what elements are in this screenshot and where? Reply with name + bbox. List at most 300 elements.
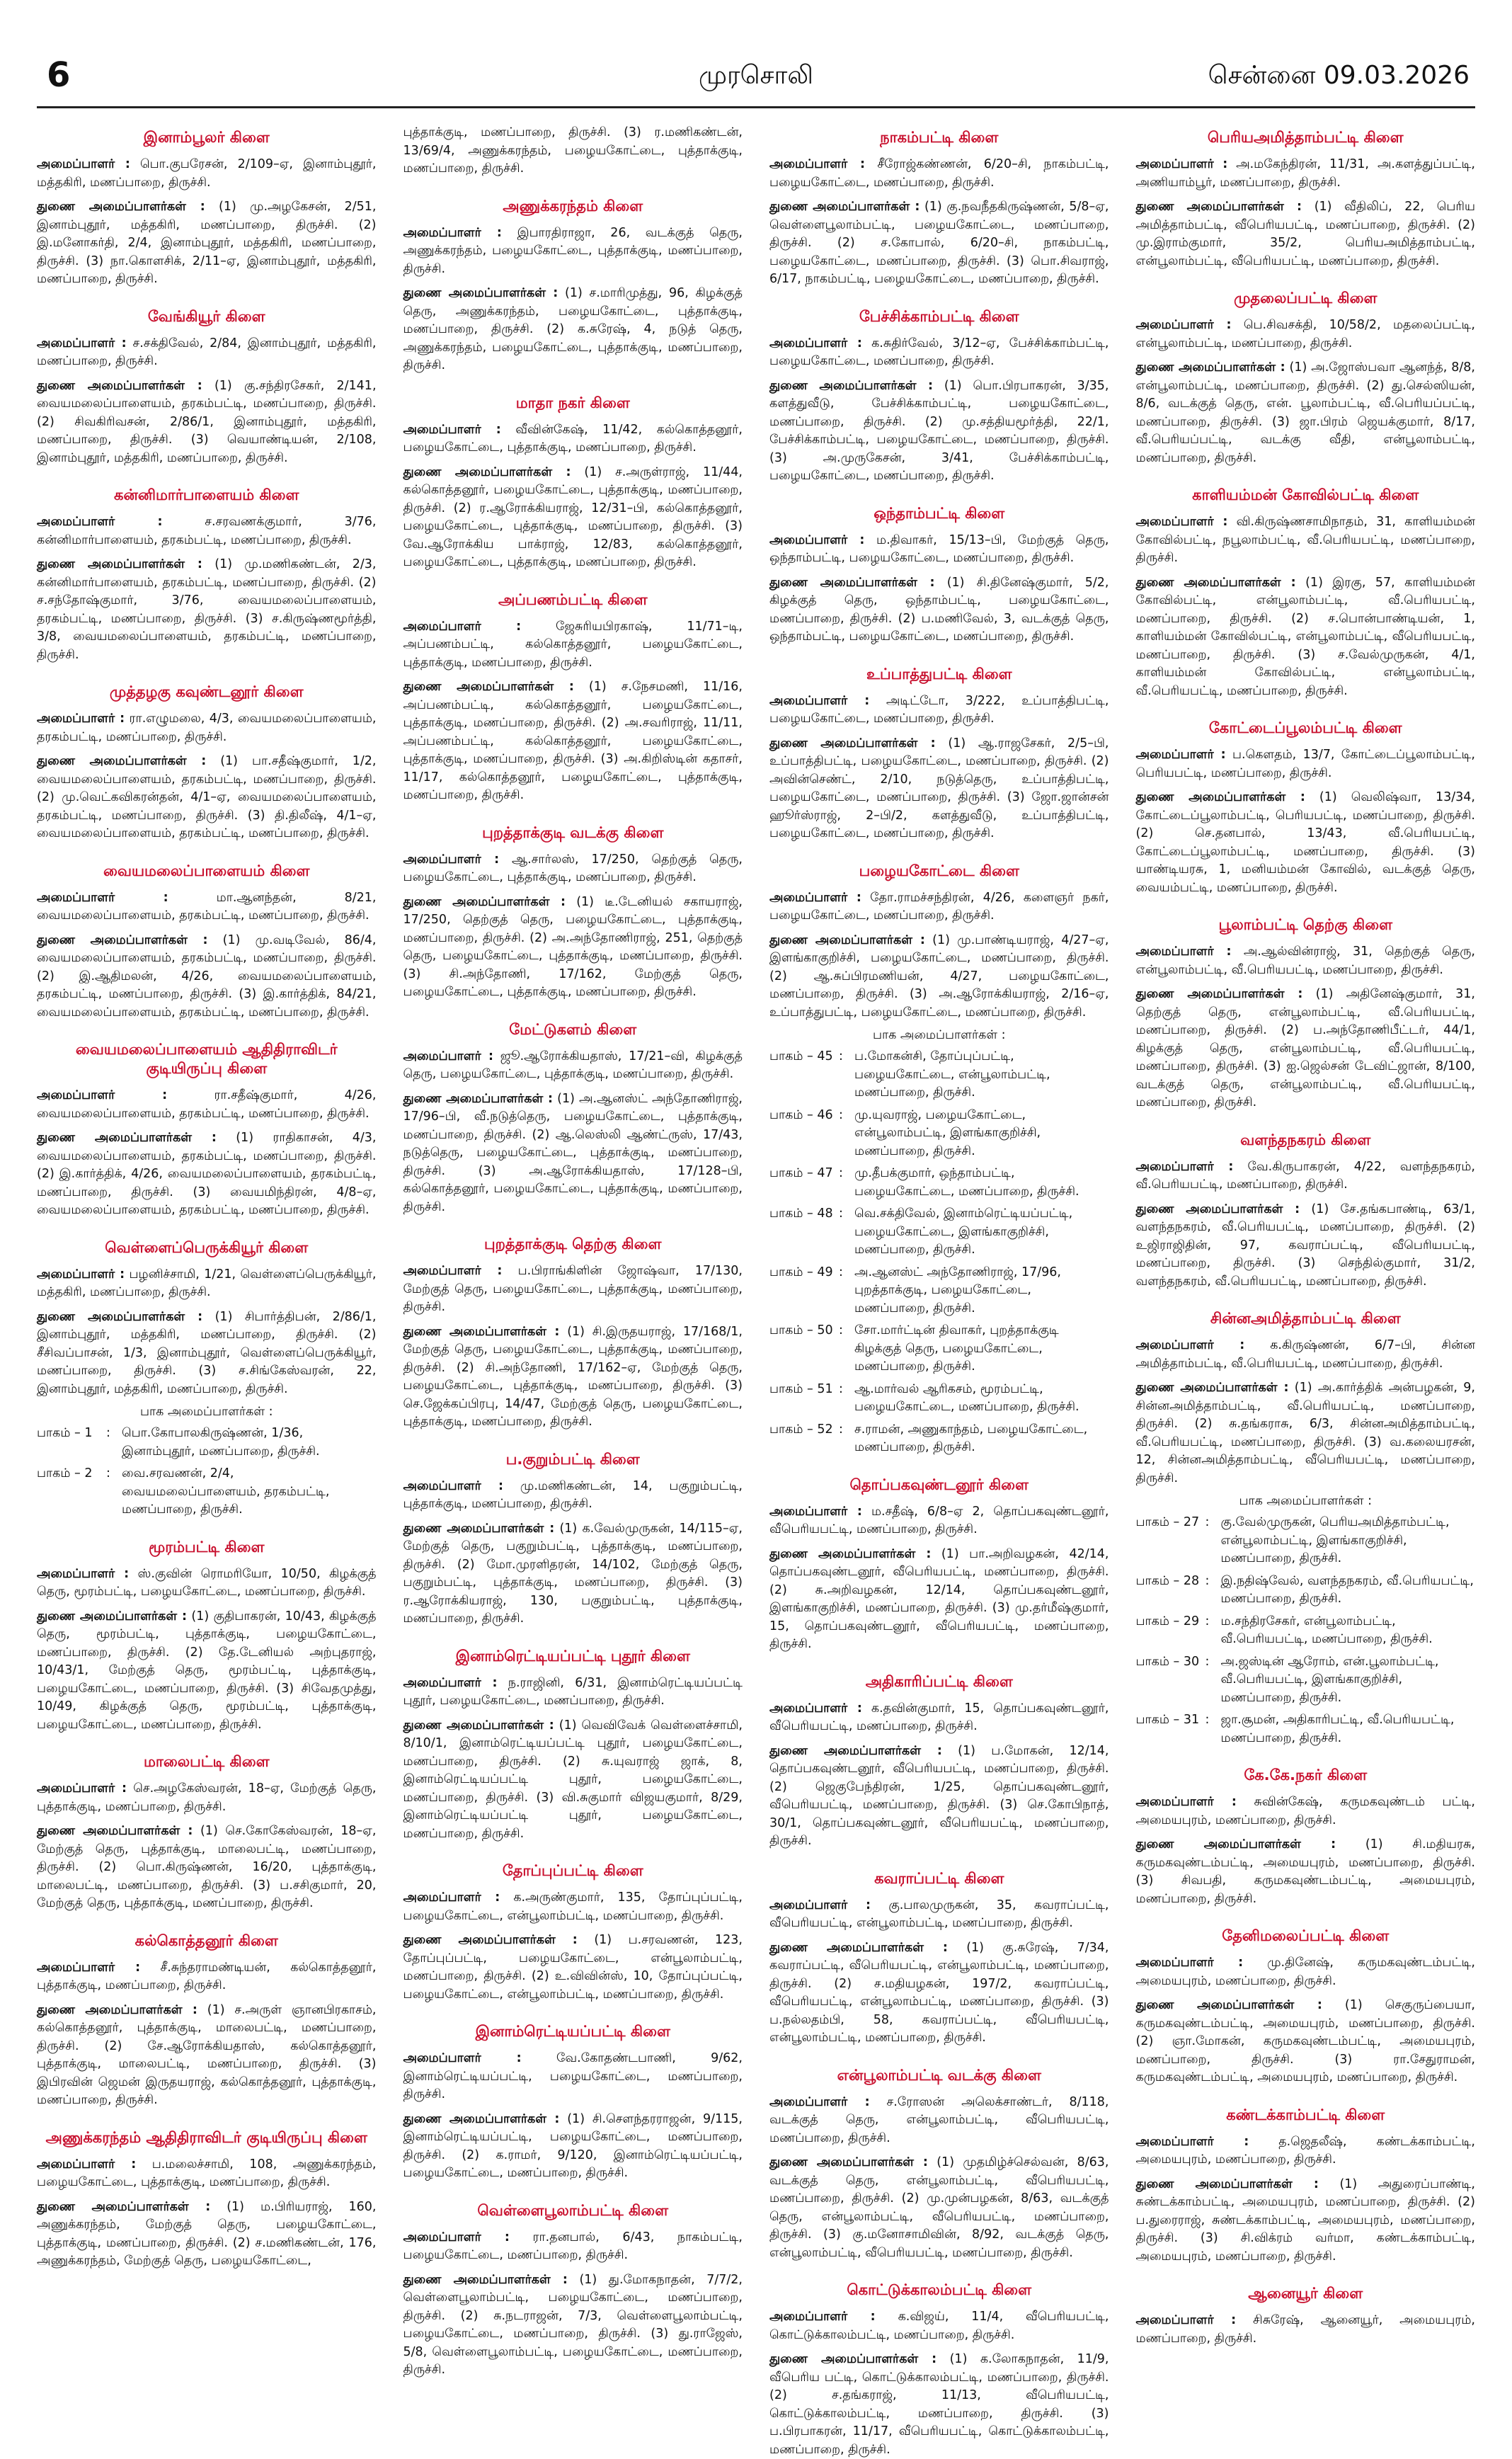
role-label: அமைப்பாளர் : xyxy=(37,515,163,529)
branch-section xyxy=(403,197,743,375)
role-label: துணை அமைப்பாளர்கள் : xyxy=(769,575,935,590)
branch-title: புறத்தாக்குடி தெற்கு கிளை xyxy=(484,1236,662,1253)
branch-title: கே.கே.நகர் கிளை xyxy=(1244,1767,1368,1784)
role-label: துணை அமைப்பாளர்கள் : xyxy=(1135,1381,1289,1395)
role-label: அமைப்பாளர் : xyxy=(769,693,870,708)
member-details: ச.ரோஸன் அலெக்சாண்டர், 8/118, வடக்குத் தெரு, என்பூலாம்பட்டி, வீபெரியபட்டி, மணப்பாறை, திருச்சி. xyxy=(769,2094,1109,2145)
member-entry xyxy=(403,2229,743,2265)
role-label: துணை அமைப்பாளர்கள் : xyxy=(37,754,207,768)
member-details: ப.மலைச்சாமி, 108, அணுக்கரந்தம், பழையகோட்டை, புத்தாக்குடி, மணப்பாறை, திருச்சி. xyxy=(37,2157,377,2189)
role-label: துணை அமைப்பாளர்கள் : xyxy=(403,2111,560,2126)
section-agent-row xyxy=(769,1421,1109,1457)
member-entry xyxy=(769,1897,1109,1933)
member-details: க.தவின்குமார், 15, தொப்பகவுண்டனூர், வீபெரியபட்டி, மணப்பாறை, திருச்சி. xyxy=(769,1701,1109,1733)
role-label: துணை அமைப்பாளர்கள் : xyxy=(769,2352,937,2366)
branch-title: மாலைபட்டி கிளை xyxy=(143,1753,270,1770)
member-details: (1) சே.தங்கபாண்டி, 63/1, வளந்தநகரம், வீ.பெரியபட்டி, மணப்பாறை, திருச்சி. (2) உஜிராஜிதின், 97, கவராப்பட்டி, வீபெரியபட்டி, மணப்பாறை, திருச்சி. (3) செந்தில்குமார், 31/2, வளந்தநகரம், வீ.பெரியபட்டி, மணப்பாறை, திருச்சி. xyxy=(1135,1202,1475,1289)
role-label: அமைப்பாளர் : xyxy=(769,1504,862,1519)
section-number: பாகம் – 27 xyxy=(1135,1515,1200,1529)
role-label: அமைப்பாளர் : xyxy=(769,1701,862,1716)
branch-section xyxy=(1136,719,1476,897)
section-agents-heading: பாக அமைப்பாளர்கள் : xyxy=(872,1028,1006,1042)
member-entry xyxy=(1136,1337,1476,1373)
member-entry xyxy=(37,889,377,925)
member-entry xyxy=(37,335,377,371)
member-details: சீரோஜ்கண்ணன், 6/20–சி, நாகம்பட்டி, பழையகோட்டை, மணப்பாறை, திருச்சி. xyxy=(769,157,1109,190)
section-agent-details: ஜா.சூமன், அதிகாரிபட்டி, வீ.பெரியபட்டி, மணப்பாறை, திருச்சி. xyxy=(1220,1713,1455,1745)
separator: : xyxy=(106,1466,110,1480)
section-number: பாகம் – 30 xyxy=(1135,1654,1200,1669)
section-number: பாகம் – 47 xyxy=(769,1166,833,1180)
role-label: துணை அமைப்பாளர்கள் : xyxy=(37,1131,217,1145)
section-agent-details: வெ.சக்திவேல், இனாம்ரெட்டியப்பட்டி, பழையகோட்டை, இளங்காகுறிச்சி, மணப்பாறை, திருச்சி. xyxy=(854,1206,1073,1257)
member-entry xyxy=(403,124,743,178)
section-agent-row xyxy=(769,1322,1109,1376)
member-details: (1) இரகு, 57, காளியம்மன் கோவில்பட்டி, என்பூலாம்பட்டி, வீ.பெரியபட்டி, மணப்பாறை, திருச்சி. (2) ச.பொன்பாண்டியன், 1, காளியம்மன் கோவில்பட்டி, என்பூலாம்பட்டி, வீபெரியபட்டி, மணப்பாறை, திருச்சி. (3) ச.வேல்முருகன், 4/1, காளியம்மன் கோவில்பட்டி, என்பூலாம்பட்டி, வீ.பெரியபட்டி, மணப்பாறை, திருச்சி. xyxy=(1135,575,1475,698)
branch-section xyxy=(769,1869,1109,2048)
member-details: (1) கு.நவநீதகிருஷ்ணன், 5/8–ஏ, வெள்ளைபூலாம்பட்டி, பழையகோட்டை, மணப்பாறை, திருச்சி. (2) ச.கோபால், 6/20–சி, நாகம்பட்டி, பழையகோட்டை, மணப்பாறை, திருச்சி. (3) பொ.சிவராஜ், 6/17, நாகம்பட்டி, பழையகோட்டை, மணப்பாறை, திருச்சி. xyxy=(769,200,1109,286)
branch-section xyxy=(1136,2106,1476,2266)
member-details: வே.கோதண்டபாணி, 9/62, இனாம்ரெட்டியப்பட்டி, பழையகோட்டை, மணப்பாறை, திருச்சி. xyxy=(403,2051,743,2101)
section-agent-details: ப.மோகன்சி, தோப்புப்பட்டி, பழையகோட்டை, என்பூலாம்பட்டி, மணப்பாறை, திருச்சி. xyxy=(854,1049,1050,1100)
member-entry xyxy=(1136,1379,1476,1488)
member-details: ஆ.சார்லஸ், 17/250, தெற்குத் தெரு, பழையகோட்டை, புத்தாக்குடி, மணப்பாறை, திருச்சி. xyxy=(403,852,743,884)
section-number: பாகம் – 52 xyxy=(769,1422,833,1437)
role-label: அமைப்பாளர் : xyxy=(37,1960,141,1975)
member-details: மு.தினேஷ், கருமகவுண்டம்பட்டி, அமையபுரம், மணப்பாறை, திருச்சி. xyxy=(1135,1956,1475,1988)
role-label: அமைப்பாளர் : xyxy=(403,852,500,867)
member-details: வி.கிருஷ்ணசாமிநாதம், 31, காளியம்மன் கோவில்பட்டி, நபூலாம்பட்டி, வீ.பெரியபட்டி, மணப்பாறை, திருச்சி. xyxy=(1135,515,1475,565)
role-label: துணை அமைப்பாளர்கள் : xyxy=(403,680,574,694)
role-label: அமைப்பாளர் : xyxy=(37,1781,127,1796)
role-label: அமைப்பாளர் : xyxy=(37,336,127,350)
role-label: அமைப்பாளர் : xyxy=(769,890,861,905)
member-entry xyxy=(1136,1997,1476,2087)
section-number: பாகம் – 29 xyxy=(1135,1614,1200,1628)
section-agent-details: பொ.கோபாலகிருஷ்ணன், 1/36, இனாம்புதூர், மணப்பாறை, திருச்சி. xyxy=(122,1426,320,1459)
section-agent-row xyxy=(37,1425,377,1461)
role-label: அமைப்பாளர் : xyxy=(769,2094,870,2109)
member-details: (1) சி.மதியரசு, கருமகவுண்டம்பட்டி, அமையபுரம், மணப்பாறை, திருச்சி. (3) சிவபதி, கருமகவுண்டம்பட்டி, அமையபுரம், மணப்பாறை, திருச்சி. xyxy=(1135,1837,1475,1906)
section-agent-details: வை.சரவணன், 2/4, வையமலைப்பாளையம், தரகம்பட்டி, மணப்பாறை, திருச்சி. xyxy=(122,1466,330,1517)
member-entry xyxy=(769,1742,1109,1851)
branch-section xyxy=(37,486,377,664)
member-entry xyxy=(769,2351,1109,2459)
role-label: துணை அமைப்பாளர்கள் : xyxy=(37,1609,188,1624)
separator: : xyxy=(1205,1515,1210,1529)
role-label: துணை அமைப்பாளர்கள் : xyxy=(1135,1837,1336,1852)
member-details: க.விஜய், 11/4, வீபெரியபட்டி, கொட்டுக்காலம்பட்டி, மணப்பாறை, திருச்சி. xyxy=(769,2310,1109,2342)
section-number: பாகம் – 28 xyxy=(1135,1573,1200,1588)
member-details: (1) அதுரைப்பாண்டி, சுண்டக்காம்பட்டி, அமையபுரம், மணப்பாறை, திருச்சி. (2) ப.துரைராஜ், சுண்டக்காம்பட்டி, அமையபுரம், மணப்பாறை, திருச்சி. (3) சி.விக்ரம் வர்மா, கண்டக்காம்பட்டி, அமையபுரம், மணப்பாறை, திருச்சி. xyxy=(1135,2176,1475,2264)
member-entry xyxy=(1136,156,1476,192)
member-entry xyxy=(403,421,743,457)
member-entry xyxy=(769,1700,1109,1736)
branch-section xyxy=(37,1040,377,1220)
section-agent-row xyxy=(1136,1653,1476,1708)
separator: : xyxy=(839,1422,843,1437)
member-details: அ.ஆல்வின்ராஜ், 31, தெற்குத் தெரு, என்பூலாம்பட்டி, வீ.பெரியபட்டி, மணப்பாறை, திருச்சி. xyxy=(1135,945,1475,977)
section-agent-details: மு.தீபக்குமார், ஒந்தாம்பட்டி, பழையகோட்டை, மணப்பாறை, திருச்சி. xyxy=(854,1166,1079,1199)
branch-title: வேங்கியூர் கிளை xyxy=(147,307,265,325)
member-details: (1) அதினேஷ்குமார், 31, தெற்குத் தெரு, என்பூலாம்பட்டி, வீ.பெரியபட்டி, மணப்பாறை, திருச்சி. (2) ப.அந்தோணிபீட்டர், 44/1, கிழக்குத் தெரு, என்பூலாம்பட்டி, வீ.பெரியபட்டி, மணப்பாறை, திருச்சி. (3) ஐ.ஜெல்சன் டேவிட்ஜான், 8/100, வடக்குத் தெரு, என்பூலாம்பட்டி, வீ.பெரியபட்டி, மணப்பாறை, திருச்சி. xyxy=(1135,987,1475,1109)
branch-title: மாதா நகர் கிளை xyxy=(515,394,630,411)
role-label: அமைப்பாளர் : xyxy=(403,2230,510,2244)
member-details: (1) அ.ஆனஸ்ட் அந்தோணிராஜ், 17/96–பி, வீ.நடுத்தெரு, பழையகோட்டை, புத்தாக்குடி, மணப்பாறை, திருச்சி. (2) ஆ.லெஸ்லி ஆண்ட்ருஸ், 17/43, நடுத்தெரு, பழையகோட்டை, புத்தாக்குடி, மணப்பாறை, திருச்சி. (3) அ.ஆரோக்கியதாஸ், 17/128–பி, கல்கொத்தனூர், பழையகோட்டை, புத்தாக்குடி, மணப்பாறை, திருச்சி. xyxy=(403,1091,743,1214)
branch-section xyxy=(37,2128,377,2271)
role-label: துணை அமைப்பாளர்கள் : xyxy=(403,1933,578,1947)
role-label: அமைப்பாளர் : xyxy=(37,1088,168,1102)
member-details: மா.ஆனந்தன், 8/21, வையமலைப்பாளையம், தரகம்பட்டி, மணப்பாறை, திருச்சி. xyxy=(37,890,377,923)
member-details: (1) ம.பிரியராஜ், 160, அணுக்கரந்தம், மேற்குத் தெரு, பழையகோட்டை, புத்தாக்குடி, மணப்பாறை, திருச்சி. (2) ச.மணிகண்டன், 176, அணுக்கரந்தம், மேற்குத் தெரு, பழையகோட்டை, xyxy=(37,2199,377,2268)
role-label: துணை அமைப்பாளர்கள் : xyxy=(37,378,202,393)
branch-section xyxy=(37,128,377,289)
branch-section xyxy=(403,1861,743,2004)
member-entry xyxy=(403,464,743,572)
member-entry xyxy=(1136,1954,1476,1990)
role-label: அமைப்பாளர் : xyxy=(769,336,862,350)
branch-title: என்பூலாம்பட்டி வடக்கு கிளை xyxy=(837,2066,1041,2084)
branch-title: வையமலைப்பாளையம் ஆதிதிராவிடர் குடியிருப்பு கிளை xyxy=(75,1041,338,1077)
member-details: (1) அ.கார்த்திக் அன்பழகன், 9, சின்னஅமித்தாம்பட்டி, வீ.பெரியபட்டி, மணப்பாறை, திருச்சி. (2) சு.தங்கராசு, 6/3, சின்னஅமித்தாம்பட்டி, வீ.பெரியபட்டி, மணப்பாறை, திருச்சி. (3) வ.கலையரசன், 12, சின்னஅமித்தாம்பட்டி, வீபெரியபட்டி, மணப்பாறை, திருச்சி. xyxy=(1135,1381,1475,1485)
member-entry xyxy=(1136,316,1476,353)
member-details: (1) மு.பாண்டியராஜ், 4/27–ஏ, இளங்காகுறிச்சி, பழையகோட்டை, மணப்பாறை, திருச்சி. (2) ஆ.சுப்பிரமணியன், 4/27, பழையகோட்டை, மணப்பாறை, திருச்சி. (3) அ.ஆரோக்கியராஜ், 2/16–ஏ, உப்பாத்துபட்டி, பழையகோட்டை, மணப்பாறை, திருச்சி. xyxy=(769,932,1109,1020)
section-agent-details: ச.ராமன், அணுகாந்தம், பழையகோட்டை, மணப்பாறை, திருச்சி. xyxy=(854,1422,1088,1454)
separator: : xyxy=(839,1381,843,1396)
member-entry xyxy=(37,1608,377,1735)
role-label: அமைப்பாளர் : xyxy=(1135,1956,1244,1970)
branch-title: மேட்டுகளம் கிளை xyxy=(509,1020,637,1038)
member-entry xyxy=(37,710,377,746)
branch-section xyxy=(1136,1766,1476,1908)
member-details: செ.அழகேஸ்வரன், 18–ஏ, மேற்குத் தெரு, புத்தாக்குடி, மணப்பாறை, திருச்சி. xyxy=(37,1781,377,1814)
member-details: (1) சி.இருதயராஜ், 17/168/1, மேற்குத் தெரு, பழையகோட்டை, புத்தாக்குடி, மணப்பாறை, திருச்சி. (2) சி.அந்தோணி, 17/162–ஏ, மேற்குத் தெரு, பழையகோட்டை, புத்தாக்குடி, மணப்பாறை, திருச்சி. (3) செ.ஜேக்கப்பிரபு, 14/47, மேற்குத் தெரு, பழையகோட்டை, புத்தாக்குடி, மணப்பாறை, திருச்சி. xyxy=(403,1324,743,1429)
section-number: பாகம் – 50 xyxy=(769,1323,833,1337)
member-details: அ.மகேந்திரன், 11/31, அ.களத்துப்பட்டி, அணியாம்பூர், மணப்பாறை, திருச்சி. xyxy=(1135,157,1475,190)
member-entry xyxy=(403,1889,743,1925)
member-details: (1) ஆ.ராஜசேகர், 2/5–பி, உப்பாத்திபட்டி, பழையகோட்டை, மணப்பாறை, திருச்சி. (2) அவின்செண்ட், 2/10, நடுத்தெரு, உப்பாத்திபட்டி, பழையகோட்டை, மணப்பாறை, திருச்சி. (3) ஜோ.ஜான்சன் ஹூர்ஸ்ராஜ், 2–பி/2, களத்துவீடு, உப்பாத்திபட்டி, பழையகோட்டை, மணப்பாறை, திருச்சி. xyxy=(769,736,1109,840)
member-entry xyxy=(403,1932,743,2004)
member-details: ச.சரவணக்குமார், 3/76, கன்னிமார்பாளையம், தரகம்பட்டி, மணப்பாறை, திருச்சி. xyxy=(37,515,377,547)
member-entry xyxy=(37,1308,377,1399)
branch-title: தொப்பகவுண்டனூர் கிளை xyxy=(849,1476,1029,1493)
column-3 xyxy=(769,124,1109,2457)
role-label: அமைப்பாளர் : xyxy=(1135,1338,1245,1352)
member-entry xyxy=(37,1087,377,1123)
member-entry xyxy=(37,1780,377,1816)
section-number: பாகம் – 1 xyxy=(37,1426,93,1440)
member-details: (1) மு.மணிகண்டன், 2/3, கன்னிமார்பாளையம், தரகம்பட்டி, மணப்பாறை, திருச்சி. (2) ச.சந்தோஷ்குமார், 3/76, வையமலைப்பாளையம், தரகம்பட்டி, மணப்பாறை, திருச்சி. (3) ச.கிருஷ்ணமூர்த்தி, 3/8, வையமலைப்பாளையம், தரகம்பட்டி, மணப்பாறை, திருச்சி. xyxy=(37,557,377,662)
branch-section xyxy=(403,394,743,572)
member-entry xyxy=(769,1503,1109,1539)
role-label: அமைப்பாளர் : xyxy=(403,619,522,634)
member-details: ஸ்.குவின் ரொமரியோ, 10/50, கிழக்குத் தெரு, மூரம்பட்டி, பழையகோட்டை, மணப்பாறை, திருச்சி. xyxy=(37,1566,377,1599)
member-details: (1) து.மோகநாதன், 7/7/2, வெள்ளைபூலாம்பட்டி, பழையகோட்டை, மணப்பாறை, திருச்சி. (2) சு.நடராஜன், 7/3, வெள்ளைபூலாம்பட்டி, பழையகோட்டை, மணப்பாறை, திருச்சி. (3) து.ராஜேஸ், 5/8, வெள்ளைபூலாம்பட்டி, பழையகோட்டை, மணப்பாறை, திருச்சி. xyxy=(403,2272,743,2377)
member-entry xyxy=(37,2156,377,2192)
role-label: துணை அமைப்பாளர்கள் : xyxy=(769,200,920,214)
member-details: ச.சக்திவேல், 2/84, இனாம்புதூர், மத்தகிரி, மணப்பாறை, திருச்சி. xyxy=(37,336,377,368)
branch-title: கொட்டுக்காலம்பட்டி கிளை xyxy=(847,2281,1032,2298)
member-details: (1) சி.சௌந்தரராஜன், 9/115, இனாம்ரெட்டியப்பட்டி, பழையகோட்டை, மணப்பாறை, திருச்சி. (2) க.ராமர், 9/120, இனாம்ரெட்டியப்பட்டி, பழையகோட்டை, மணப்பாறை, திருச்சி. xyxy=(403,2111,743,2180)
branch-title: வளந்தநகரம் கிளை xyxy=(1240,1131,1371,1148)
branch-title: காளியம்மன் கோவில்பட்டி கிளை xyxy=(1192,486,1419,503)
member-entry xyxy=(37,1959,377,1995)
member-details: ரா.சதீஷ்குமார், 4/26, வையமலைப்பாளையம், தரகம்பட்டி, மணப்பாறை, திருச்சி. xyxy=(37,1088,377,1121)
member-details: ஜூ.ஆரோக்கியதாஸ், 17/21–வி, கிழக்குத் தெரு, பழையகோட்டை, புத்தாக்குடி, மணப்பாறை, திருச்சி. xyxy=(403,1049,743,1081)
member-entry xyxy=(1136,1836,1476,1908)
section-number: பாகம் – 45 xyxy=(769,1049,833,1063)
branch-title: வெள்ளைப்பெருக்கியூர் கிளை xyxy=(105,1238,309,1256)
branch-section xyxy=(769,665,1109,843)
member-entry xyxy=(1136,986,1476,1112)
column-1 xyxy=(37,124,377,2319)
member-entry xyxy=(769,2154,1109,2262)
role-label: அமைப்பாளர் : xyxy=(403,2051,522,2065)
role-label: துணை அமைப்பாளர்கள் : xyxy=(403,1718,554,1733)
member-entry xyxy=(403,678,743,805)
role-label: துணை அமைப்பாளர்கள் : xyxy=(769,736,936,751)
member-entry xyxy=(769,1546,1109,1654)
section-agent-row xyxy=(1136,1514,1476,1568)
separator: : xyxy=(839,1265,843,1279)
branch-title: வெள்ளைபூலாம்பட்டி கிளை xyxy=(477,2201,669,2219)
member-details: (1) பொ.பிரபாகரன், 3/35, களத்துவீடு, பேச்சிக்காம்பட்டி, பழையகோட்டை, மணப்பாறை, திருச்சி. (2) மு.சத்தியமூர்த்தி, 22/1, பேச்சிக்காம்பட்டி, பழையகோட்டை, மணப்பாறை, திருச்சி. (3) அ.முருகேசன், 3/41, பேச்சிக்காம்பட்டி, பழையகோட்டை, மணப்பாறை, திருச்சி. xyxy=(769,378,1109,483)
member-entry xyxy=(403,2050,743,2104)
section-number: பாகம் – 48 xyxy=(769,1206,833,1221)
section-agent-row xyxy=(769,1107,1109,1161)
member-entry xyxy=(403,1478,743,1514)
member-details: (1) மு.அழகேசன், 2/51, இனாம்புதூர், மத்தகிரி, மணப்பாறை, திருச்சி. (2) இ.மனோகர்தி, 2/4, இனாம்புதூர், மத்தகிரி, மணப்பாறை, திருச்சி. (3) நா.கொளசிக், 2/11–ஏ, இனாம்புதூர், மத்தகிரி, மணப்பாறை, திருச்சி. xyxy=(37,200,377,286)
member-details: (1) பா.அறிவழகன், 42/14, தொப்பகவுண்டனூர், வீபெரியபட்டி, மணப்பாறை, திருச்சி. (2) சு.அறிவழகன், 12/14, தொப்பகவுண்டனூர், இளங்காகுறிச்சி, மணப்பாறை, திருச்சி. (3) மு.தர்மீஷ்குமார், 15, தொப்பகவுண்டனூர், வீபெரியபட்டி, மணப்பாறை, திருச்சி. xyxy=(769,1546,1109,1651)
branch-title: அணுக்கரந்தம் ஆதிதிராவிடர் குடியிருப்பு கிளை xyxy=(45,2128,367,2146)
member-entry xyxy=(1136,513,1476,568)
role-label: அமைப்பாளர் : xyxy=(1135,1795,1237,1809)
member-details: (1) பா.சதீஷ்குமார், 1/2, வையமலைப்பாளையம், தரகம்பட்டி, மணப்பாறை, திருச்சி. (2) மு.வெட்கவிகரன்தன், 4/1–ஏ, வையமலைப்பாளையம், தரகம்பட்டி, மணப்பாறை, திருச்சி. (3) தி.திலீஷ், 4/1–ஏ, வையமலைப்பாளையம், தரகம்பட்டி, மணப்பாறை, திருச்சி. xyxy=(37,754,377,840)
role-label: அமைப்பாளர் : xyxy=(403,1264,503,1278)
branch-section xyxy=(1136,1131,1476,1291)
section-agent-row xyxy=(37,1465,377,1519)
member-entry xyxy=(37,1129,377,1220)
branch-title: நாகம்பட்டி கிளை xyxy=(880,129,999,146)
member-entry xyxy=(769,335,1109,371)
member-details: (1) ச.அருள்ராஜ், 11/44, கல்கொத்தனூர், பழையகோட்டை, புத்தாக்குடி, மணப்பாறை, திருச்சி. (2) ர.ஆரோக்கியராஜ், 12/31–பி, கல்கொத்தனூர், பழையகோட்டை, புத்தாக்குடி, மணப்பாறை, திருச்சி. (3) வே.ஆரோக்கிய பாக்ராஜ், 12/83, கல்கொத்தனூர், பழையகோட்டை, புத்தாக்குடி, மணப்பாறை, திருச்சி. xyxy=(403,464,743,569)
member-details: (1) கு.சுரேஷ், 7/34, கவராப்பட்டி, வீபெரியபட்டி, என்பூலாம்பட்டி, மணப்பாறை, திருச்சி. (2) ச.மதியழகன், 197/2, கவராப்பட்டி, வீபெரியபட்டி, என்பூலாம்பட்டி, மணப்பாறை, திருச்சி. (3) ப.நல்லதம்பி, 58, கவராப்பட்டி, வீபெரியபட்டி, என்பூலாம்பட்டி, மணப்பாறை, திருச்சி. xyxy=(769,1940,1109,2045)
section-agent-details: சோ.மார்ட்டின் திவாகர், புறத்தாக்குடி கிழக்குத் தெரு, பழையகோட்டை, மணப்பாறை, திருச்சி. xyxy=(854,1323,1059,1374)
branch-section xyxy=(37,1538,377,1735)
separator: : xyxy=(839,1049,843,1063)
role-label: துணை அமைப்பாளர்கள் : xyxy=(37,932,208,947)
member-entry xyxy=(1136,789,1476,897)
section-agent-row xyxy=(769,1048,1109,1102)
branch-title: தோப்புப்பட்டி கிளை xyxy=(502,1862,643,1879)
role-label: அமைப்பாளர் : xyxy=(1135,2134,1249,2149)
section-agents-heading: பாக அமைப்பாளர்கள் : xyxy=(139,1405,273,1419)
separator: : xyxy=(839,1107,843,1122)
role-label: அமைப்பாளர் : xyxy=(403,1478,504,1493)
role-label: துணை அமைப்பாளர்கள் : xyxy=(1135,575,1296,590)
role-label: அமைப்பாளர் : xyxy=(769,1898,871,1912)
branch-title: அதிகாரிப்பட்டி கிளை xyxy=(865,1672,1013,1690)
member-details: சிசுரேஷ், ஆனையூர், அமையபுரம், மணப்பாறை, திருச்சி. xyxy=(1135,2313,1475,2346)
branch-section xyxy=(403,1235,743,1432)
member-entry xyxy=(37,1822,377,1913)
branch-section xyxy=(1136,1927,1476,2087)
member-entry xyxy=(769,932,1109,1022)
branch-section xyxy=(37,1932,377,2110)
section-agent-row xyxy=(1136,1573,1476,1609)
member-details: அடிட்டோ, 3/222, உப்பாத்திபட்டி, பழையகோட்டை, மணப்பாறை, திருச்சி. xyxy=(769,693,1109,726)
separator: : xyxy=(106,1426,110,1440)
member-entry xyxy=(769,735,1109,843)
member-entry xyxy=(1136,746,1476,782)
section-agent-details: அ.ஆனஸ்ட் அந்தோணிராஜ், 17/96, புறத்தாக்குடி, பழையகோட்டை, மணப்பாறை, திருச்சி. xyxy=(854,1265,1061,1316)
role-label: துணை அமைப்பாளர்கள் : xyxy=(769,932,925,947)
column-2 xyxy=(403,124,743,2377)
member-details: வீவின்கேஷ், 11/42, கல்கொத்தனூர், பழையகோட்டை, புத்தாக்குடி, மணப்பாறை, திருச்சி. xyxy=(403,422,743,455)
branch-section xyxy=(403,2201,743,2380)
member-details: க.அருண்குமார், 135, தோப்புப்பட்டி, பழையகோட்டை, என்பூலாம்பட்டி, மணப்பாறை, திருச்சி. xyxy=(403,1890,743,1923)
member-entry xyxy=(769,889,1109,925)
member-details: (1) குதிபாகரன், 10/43, கிழக்குத் தெரு, மூரம்பட்டி, புத்தாக்குடி, பழையகோட்டை, மணப்பாறை, திருச்சி. (2) தே.டேனியல் அற்புதராஜ், 10/43/1, மேற்குத் தெரு, மூரம்பட்டி, புத்தாக்குடி, பழையகோட்டை, மணப்பாறை, திருச்சி. (3) சிவேதமுத்து, 10/49, கிழக்குத் தெரு, மூரம்பட்டி, புத்தாக்குடி, பழையகோட்டை, மணப்பாறை, திருச்சி. xyxy=(37,1609,377,1732)
member-entry xyxy=(37,156,377,192)
member-entry xyxy=(37,753,377,843)
member-entry xyxy=(1136,1793,1476,1830)
member-entry xyxy=(1136,2176,1476,2266)
role-label: அமைப்பாளர் : xyxy=(1135,748,1226,762)
member-details: (1) ச.நேசமணி, 11/16, அப்பணம்பட்டி, கல்கொத்தனூர், பழையகோட்டை, புத்தாக்குடி, மணப்பாறை, திருச்சி. (2) அ.சவரிராஜ், 11/11, அப்பணம்பட்டி, கல்கொத்தனூர், பழையகோட்டை, புத்தாக்குடி, மணப்பாறை, திருச்சி. (3) அ.கிறிஸ்டின் கதாசர், 11/17, கல்கொத்தனூர், பழையகோட்டை, புத்தாக்குடி, மணப்பாறை, திருச்சி. xyxy=(403,680,743,802)
role-label: துணை அமைப்பாளர்கள் : xyxy=(1135,1998,1322,2012)
role-label: துணை அமைப்பாளர்கள் : xyxy=(769,1940,948,1955)
member-details: (1) வீதிலிப், 22, பெரிய அமித்தாம்பட்டி, வீபெரியபட்டி, மணப்பாறை, திருச்சி. (2) மு.இராம்குமார், 35/2, பெரியஅமித்தாம்பட்டி, என்பூலாம்பட்டி, வீபெரியபட்டி, மணப்பாறை, திருச்சி. xyxy=(1135,200,1475,268)
branch-title: புறத்தாக்குடி வடக்கு கிளை xyxy=(482,823,664,841)
member-details: (1) க.லோகநாதன், 11/9, வீபெரிய பட்டி, கொட்டுக்காலம்பட்டி, மணப்பாறை, திருச்சி. (2) ச.தங்கராஜ், 11/13, வீபெரியபட்டி, கொட்டுக்காலம்பட்டி, மணப்பாறை, திருச்சி. (3) ப.பிரபாகரன், 11/17, வீபெரியபட்டி, கொட்டுக்காலம்பட்டி, மணப்பாறை, திருச்சி. xyxy=(769,2352,1109,2457)
section-agent-details: மு.யுவராஜ், பழையகோட்டை, என்பூலாம்பட்டி, இளங்காகுறிச்சி, மணப்பாறை, திருச்சி. xyxy=(854,1107,1041,1158)
role-label: துணை அமைப்பாளர்கள் : xyxy=(1135,200,1302,214)
role-label: துணை அமைப்பாளர்கள் : xyxy=(37,1309,203,1324)
member-entry xyxy=(403,1674,743,1711)
role-label: அமைப்பாளர் : xyxy=(403,1049,493,1063)
member-details: ம.சதீஷ், 6/8–ஏ 2, தொப்பகவுண்டனூர், வீபெரியபட்டி, மணப்பாறை, திருச்சி. xyxy=(769,1504,1109,1536)
member-entry xyxy=(403,1323,743,1432)
member-details: கு.பாலமுருகன், 35, கவராப்பட்டி, வீபெரியபட்டி, என்பூலாம்பட்டி, மணப்பாறை, திருச்சி. xyxy=(769,1898,1109,1930)
member-entry xyxy=(769,692,1109,729)
branch-title: தேனிமலைப்பட்டி கிளை xyxy=(1222,1927,1390,1944)
role-label: துணை அமைப்பாளர்கள் : xyxy=(403,1521,555,1536)
dateline: சென்னை 09.03.2026 xyxy=(1208,61,1470,90)
member-entry xyxy=(403,894,743,1002)
role-label: அமைப்பாளர் : xyxy=(403,1890,500,1905)
branch-section xyxy=(403,124,743,178)
branch-section xyxy=(769,504,1109,646)
member-details: க.கிருஷ்ணன், 6/7–பி, சின்ன அமித்தாம்பட்டி, வீ.பெரியபட்டி, மணப்பாறை, திருச்சி. xyxy=(1135,1338,1475,1371)
role-label: அமைப்பாளர் : xyxy=(37,1566,130,1581)
branch-title: உப்பாத்துபட்டி கிளை xyxy=(866,665,1012,683)
role-label: துணை அமைப்பாளர்கள் : xyxy=(1135,360,1285,375)
member-details: த.ஜெதலீஷ், கண்டக்காம்பட்டி, அமையபுரம், மணப்பாறை, திருச்சி. xyxy=(1135,2134,1475,2167)
member-details: (1) ப.மோகன், 12/14, தொப்பகவுண்டனூர், வீபெரியபட்டி, மணப்பாறை, திருச்சி. (2) ஜெகுபேந்திரன், 1/25, தொப்பகவுண்டனூர், வீபெரியபட்டி, மணப்பாறை, திருச்சி. (3) செ.கோபிநாத், 30/1, தொப்பகவுண்டனூர், வீபெரியபட்டி, மணப்பாறை, திருச்சி. xyxy=(769,1743,1109,1848)
section-agent-details: ஆ.மார்வல் ஆரிகசம், மூரம்பட்டி, பழையகோட்டை, மணப்பாறை, திருச்சி. xyxy=(854,1381,1079,1414)
branch-title: முதலைப்பட்டி கிளை xyxy=(1234,290,1378,307)
member-entry xyxy=(37,932,377,1022)
member-details: (1) சி.தினேஷ்குமார், 5/2, கிழக்குத் தெரு, ஒந்தாம்பட்டி, பழையகோட்டை, மணப்பாறை, திருச்சி. (2) ப.மணிவேல், 3, வடக்குத் தெரு, ஒந்தாம்பட்டி, பழையகோட்டை, மணப்பாறை, திருச்சி. xyxy=(769,575,1109,644)
column-4 xyxy=(1135,124,1476,2346)
member-details: தோ.ராமச்சந்திரன், 4/26, களைஞர் நகர், பழையகோட்டை, மணப்பாறை, திருச்சி. xyxy=(769,890,1109,923)
role-label: துணை அமைப்பாளர்கள் : xyxy=(403,286,559,300)
branch-title: ஒந்தாம்பட்டி கிளை xyxy=(874,504,1005,522)
member-details: (1) முதமிழ்ச்செல்வன், 8/63, வடக்குத் தெரு, என்பூலாம்பட்டி, வீபெரியபட்டி, மணப்பாறை, திருச்சி. (2) மு.முன்பழகன், 8/63, வடக்குத் தெரு, என்பூலாம்பட்டி, வீபெரியபட்டி, மணப்பாறை, திருச்சி. (3) கு.மனோசாமிவின், 8/92, வடக்குத் தெரு, என்பூலாம்பட்டி, வீபெரியபட்டி, மணப்பாறை, திருச்சி. xyxy=(769,2155,1109,2260)
branch-section xyxy=(403,1020,743,1217)
member-details: ப.கௌதம், 13/7, கோட்டைப்பூலாம்பட்டி, பெரியபட்டி, மணப்பாறை, திருச்சி. xyxy=(1135,748,1475,780)
branch-title: இனாம்பூலர் கிளை xyxy=(143,129,270,146)
member-entry xyxy=(1136,574,1476,701)
role-label: துணை அமைப்பாளர்கள் : xyxy=(769,2155,928,2169)
branch-title: இனாம்ரெட்டியப்பட்டி கிளை xyxy=(475,2023,670,2040)
member-details: (1) ச.மாரிமுத்து, 96, கிழக்குத் தெரு, அணுக்கரந்தம், பழையகோட்டை, புத்தாக்குடி, மணப்பாறை, திருச்சி. (2) க.சுரேஷ், 4, நடுத் தெரு, அணுக்கரந்தம், பழையகோட்டை, புத்தாக்குடி, மணப்பாறை, திருச்சி. xyxy=(403,286,743,372)
member-entry xyxy=(37,377,377,468)
branch-section xyxy=(769,307,1109,486)
role-label: துணை அமைப்பாளர்கள் : xyxy=(37,1824,193,1838)
separator: : xyxy=(839,1323,843,1337)
role-label: துணை அமைப்பாளர்கள் : xyxy=(37,557,202,571)
section-agent-row xyxy=(769,1264,1109,1318)
member-details: இபாரதிராஜா, 26, வடக்குத் தெரு, அணுக்கரந்தம், பழையகோட்டை, புத்தாக்குடி, மணப்பாறை, திருச்சி. xyxy=(403,225,743,276)
branch-title: கவராப்பட்டி கிளை xyxy=(874,1869,1004,1887)
role-label: அமைப்பாளர் : xyxy=(37,1267,125,1282)
section-number: பாகம் – 49 xyxy=(769,1265,833,1279)
section-agent-details: அ.ஜஸ்டின் ஆரோம், என்.பூலாம்பட்டி, வீ.பெரியபட்டி, இளங்காகுறிச்சி, மணப்பாறை, திருச்சி. xyxy=(1220,1654,1439,1705)
member-entry xyxy=(37,1266,377,1302)
role-label: துணை அமைப்பாளர்கள் : xyxy=(37,2199,211,2214)
member-details: பெ.சிவசக்தி, 10/58/2, மதலைப்பட்டி, என்பூலாம்பட்டி, மணப்பாறை, திருச்சி. xyxy=(1135,318,1475,350)
section-agent-row xyxy=(1136,1613,1476,1649)
section-agents-heading: பாக அமைப்பாளர்கள் : xyxy=(1239,1494,1373,1508)
member-details: பொ.குபரேசன், 2/109–ஏ, இனாம்புதூர், மத்தகிரி, மணப்பாறை, திருச்சி. xyxy=(37,157,377,190)
article-columns xyxy=(37,108,1475,2457)
role-label: துணை அமைப்பாளர்கள் : xyxy=(1135,790,1305,804)
branch-section xyxy=(1136,1309,1476,1747)
role-label: அமைப்பாளர் : xyxy=(37,890,168,905)
member-details: (1) கு.சந்திரசேகர், 2/141, வையமலைப்பாளையம், தரகம்பட்டி, மணப்பாறை, திருச்சி. (2) சிவகிரிவசன், 2/86/1, இனாம்புதூர், மத்தகிரி, மணப்பாறை, திருச்சி. (3) வெயாண்டியன், 2/108, இனாம்புதூர், மத்தகிரி, மணப்பாறை, திருச்சி. xyxy=(37,378,377,465)
branch-title: பேச்சிக்காம்பட்டி கிளை xyxy=(859,307,1019,325)
branch-title: கல்கொத்தனூர் கிளை xyxy=(134,1932,278,1949)
section-agent-row xyxy=(769,1165,1109,1201)
role-label: அமைப்பாளர் : xyxy=(1135,515,1228,529)
branch-section xyxy=(1136,2284,1476,2348)
section-agent-row xyxy=(769,1381,1109,1417)
member-entry xyxy=(1136,943,1476,979)
branch-title: மூரம்பட்டி கிளை xyxy=(149,1538,265,1556)
member-entry xyxy=(769,1939,1109,2048)
member-details: (1) செ.கோகேஸ்வரன், 18–ஏ, மேற்குத் தெரு, புத்தாக்குடி, மாலைபட்டி, மணப்பாறை, திருச்சி. (2) பொ.கிருஷ்ணன், 16/20, புத்தாக்குடி, மாலைபட்டி, மணப்பாறை, திருச்சி. (3) ப.சசிகுமார், 20, மேற்குத் தெரு, புத்தாக்குடி, மணப்பாறை, திருச்சி. xyxy=(37,1824,377,1910)
member-entry xyxy=(403,1048,743,1084)
member-details: ந.ராஜினி, 6/31, இனாம்ரெட்டியப்பட்டி புதூர், பழையகோட்டை, மணப்பாறை, திருச்சி. xyxy=(403,1675,743,1708)
member-entry xyxy=(37,198,377,289)
separator: : xyxy=(839,1206,843,1221)
role-label: அமைப்பாளர் : xyxy=(1135,1159,1234,1174)
role-label: துணை அமைப்பாளர்கள் : xyxy=(769,378,933,393)
member-entry xyxy=(1136,1201,1476,1291)
branch-section xyxy=(37,1752,377,1913)
separator: : xyxy=(1205,1713,1210,1727)
role-label: துணை அமைப்பாளர்கள் : xyxy=(769,1743,942,1758)
branch-section xyxy=(1136,486,1476,700)
section-agent-details: கு.வேல்முருகன், பெரியஅமித்தாம்பட்டி, என்பூலாம்பட்டி, இளங்காகுறிச்சி, மணப்பாறை, திருச்சி. xyxy=(1220,1515,1450,1565)
branch-section xyxy=(37,307,377,468)
branch-section xyxy=(1136,128,1476,270)
branch-title: அப்பணம்பட்டி கிளை xyxy=(498,590,648,608)
branch-section xyxy=(37,683,377,843)
branch-section xyxy=(403,2022,743,2183)
